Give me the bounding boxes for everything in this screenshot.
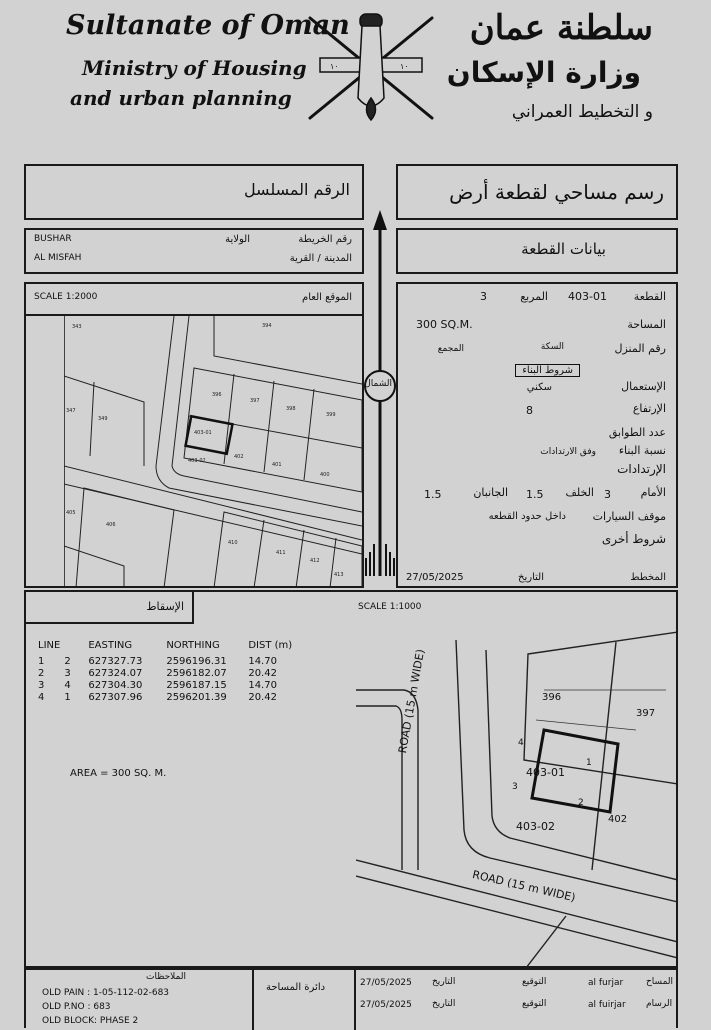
site-parcel-349: 349 xyxy=(98,416,108,422)
cell-from: 3 xyxy=(38,680,45,691)
parking-value: داخل حدود القطعه xyxy=(488,511,566,522)
block-label: المربع xyxy=(520,290,548,303)
site-parcel-410: 410 xyxy=(228,540,238,546)
cell-dist: 14.70 xyxy=(248,680,277,691)
header-line-to xyxy=(64,640,88,652)
site-parcel-343: 343 xyxy=(72,324,82,330)
header-en-line1: Sultanate of Oman xyxy=(66,10,350,41)
height-label: الإرتفاع xyxy=(632,402,666,415)
general-site-box xyxy=(24,282,364,588)
surveyor-label: المساح xyxy=(646,977,674,987)
back-value: 1.5 xyxy=(526,488,544,501)
wilayat-label: الولاية xyxy=(225,234,250,245)
general-site-header xyxy=(26,284,362,316)
drafter-label: الرسام xyxy=(646,999,673,1009)
footer-sig1-label: التوقيع xyxy=(522,977,547,987)
footer-date1: 27/05/2025 xyxy=(360,978,412,988)
table-row xyxy=(38,680,296,692)
site-parcel-402: 402 xyxy=(234,454,244,460)
cell-northing: 2596196.31 xyxy=(166,656,227,667)
table-row xyxy=(38,668,296,680)
corner-2: 2 xyxy=(578,798,584,808)
site-parcel-406: 406 xyxy=(106,522,116,528)
corner-1: 1 xyxy=(586,758,592,768)
ratio-value: وفق الارتدادات xyxy=(540,447,596,457)
serial-number-box xyxy=(24,164,364,220)
header-ar-line3: و التخطيط العمراني xyxy=(511,102,653,122)
ratio-label: نسبة البناء xyxy=(618,444,666,457)
planner-label: المخطط xyxy=(630,572,666,583)
date-label: التاريخ xyxy=(518,572,544,583)
notes-label: الملاحظات xyxy=(146,972,186,982)
old-pno: OLD P.NO : 683 xyxy=(42,1002,111,1012)
doc-title-box xyxy=(396,164,678,220)
table-row xyxy=(38,656,296,668)
cell-easting: 627307.96 xyxy=(88,692,143,703)
coordinates-table xyxy=(38,640,296,704)
plot-label: القطعة xyxy=(633,290,666,303)
projection-scale: SCALE 1:1000 xyxy=(358,602,422,612)
serial-label: الرقم المسلسل xyxy=(243,180,350,199)
header-ar-line1: سلطنة عمان xyxy=(469,8,653,48)
site-parcel-403-02: 403-02 xyxy=(188,458,206,464)
cell-to: 3 xyxy=(64,668,71,679)
detail-plot-403-02: 403-02 xyxy=(516,820,555,833)
drafter-name: al fuirjar xyxy=(588,1000,626,1010)
detail-map xyxy=(356,620,678,968)
doc-title: رسم مساحي لقطعة أرض xyxy=(449,180,664,204)
parking-label: موقف السيارات xyxy=(592,510,666,523)
sides-value: 1.5 xyxy=(424,488,442,501)
site-parcel-397: 397 xyxy=(250,398,260,404)
area-value: 300 SQ.M. xyxy=(416,318,473,331)
block-value: 3 xyxy=(480,290,487,303)
footer-date1-label: التاريخ xyxy=(432,977,456,987)
map-no-label: رقم الخريطة xyxy=(298,234,352,245)
road-vertical-label: ROAD (15 m WIDE) xyxy=(396,648,428,755)
site-parcel-405: 405 xyxy=(66,510,76,516)
old-pain: OLD PAIN : 1-05-112-02-683 xyxy=(42,988,170,998)
header-en-line2: Ministry of Housing xyxy=(82,56,307,80)
other-label: شروط أخرى xyxy=(601,532,666,546)
corner-4: 4 xyxy=(518,738,524,748)
plot-value: 403-01 xyxy=(568,290,607,303)
cell-from: 2 xyxy=(38,668,45,679)
table-row xyxy=(38,692,296,704)
footer-date2: 27/05/2025 xyxy=(360,1000,412,1010)
general-site-scale: SCALE 1:2000 xyxy=(34,292,98,302)
front-label: الأمام xyxy=(640,486,666,499)
corner-3: 3 xyxy=(512,782,518,792)
setbacks-label: الإرتدادات xyxy=(617,462,666,476)
height-value: 8 xyxy=(526,404,533,417)
surveyor-name: al furjar xyxy=(588,978,624,988)
header-en-line3: and urban planning xyxy=(70,86,292,110)
road-horizontal-label: ROAD (15 m WIDE) xyxy=(471,868,577,905)
date-value: 27/05/2025 xyxy=(406,572,464,583)
cell-to: 1 xyxy=(64,692,71,703)
cell-easting: 627327.73 xyxy=(88,656,143,667)
cell-to: 2 xyxy=(64,656,71,667)
floors-label: عدد الطوابق xyxy=(608,426,666,439)
detail-plot-396: 396 xyxy=(542,692,562,703)
build-conditions: شروط البناء xyxy=(515,364,580,377)
svg-text:١٠: ١٠ xyxy=(330,62,339,71)
use-label: الإستعمال xyxy=(621,380,666,393)
national-emblem xyxy=(300,6,442,128)
sides-label: الجانبان xyxy=(473,486,508,499)
back-label: الخلف xyxy=(565,486,594,499)
site-parcel-396: 396 xyxy=(212,392,222,398)
svg-text:١٠: ١٠ xyxy=(400,62,409,71)
site-parcel-401: 401 xyxy=(272,462,282,468)
sector-label: السكة xyxy=(540,342,564,352)
site-parcel-412: 412 xyxy=(310,558,320,564)
site-parcel-400: 400 xyxy=(320,472,330,478)
north-arrow xyxy=(360,208,400,580)
general-site-map xyxy=(64,316,362,588)
location-box xyxy=(24,228,364,274)
header-northing: NORTHING xyxy=(166,640,220,651)
header-line: LINE xyxy=(38,640,61,651)
projection-label: الإسقاط xyxy=(146,600,184,613)
city-value: AL MISFAH xyxy=(34,253,82,263)
cell-easting: 627304.30 xyxy=(88,680,143,691)
site-parcel-413: 413 xyxy=(334,572,344,578)
site-parcel-394: 394 xyxy=(262,323,272,329)
projection-box xyxy=(24,590,678,968)
footer-box xyxy=(24,968,678,1028)
cell-northing: 2596201.39 xyxy=(166,692,227,703)
front-value: 3 xyxy=(604,488,611,501)
cell-from: 1 xyxy=(38,656,45,667)
site-parcel-398: 398 xyxy=(286,406,296,412)
cell-dist: 20.42 xyxy=(248,692,277,703)
site-parcel-403-01: 403-01 xyxy=(194,430,212,436)
city-label: المدينة / القرية xyxy=(289,253,352,264)
use-value: سكني xyxy=(526,382,552,393)
area-label: المساحة xyxy=(627,318,666,331)
site-parcel-411: 411 xyxy=(276,550,286,556)
footer-date2-label: التاريخ xyxy=(432,999,456,1009)
cell-northing: 2596182.07 xyxy=(166,668,227,679)
footer-sig2-label: التوقيع xyxy=(522,999,547,1009)
table-header-row xyxy=(38,640,296,652)
plot-data-title: بيانات القطعة xyxy=(521,240,606,258)
cell-northing: 2596187.15 xyxy=(166,680,227,691)
old-block: OLD BLOCK: PHASE 2 xyxy=(42,1016,139,1026)
area-text: AREA = 300 SQ. M. xyxy=(70,768,167,779)
wilayat-value: BUSHAR xyxy=(34,234,72,244)
plot-data-box xyxy=(396,282,678,588)
cell-dist: 20.42 xyxy=(248,668,277,679)
house-no-label: رقم المنزل xyxy=(614,342,666,355)
detail-plot-403-01: 403-01 xyxy=(526,766,565,779)
survey-dept: دائرة المساحة xyxy=(266,982,326,993)
site-parcel-399: 399 xyxy=(326,412,336,418)
cell-dist: 14.70 xyxy=(248,656,277,667)
site-parcel-347: 347 xyxy=(66,408,76,414)
general-site-label: الموقع العام xyxy=(302,292,352,303)
cell-from: 4 xyxy=(38,692,45,703)
header-easting: EASTING xyxy=(88,640,133,651)
cell-easting: 627324.07 xyxy=(88,668,143,679)
detail-plot-397: 397 xyxy=(636,708,656,719)
plot-data-title-box xyxy=(396,228,678,274)
header-dist: DIST (m) xyxy=(248,640,293,651)
complex-label: المجمع xyxy=(437,344,464,354)
detail-plot-402: 402 xyxy=(608,814,628,825)
cell-to: 4 xyxy=(64,680,71,691)
projection-header xyxy=(26,592,194,624)
header-ar-line2: وزارة الإسكان xyxy=(446,56,641,89)
north-label: الشمال xyxy=(364,379,392,389)
